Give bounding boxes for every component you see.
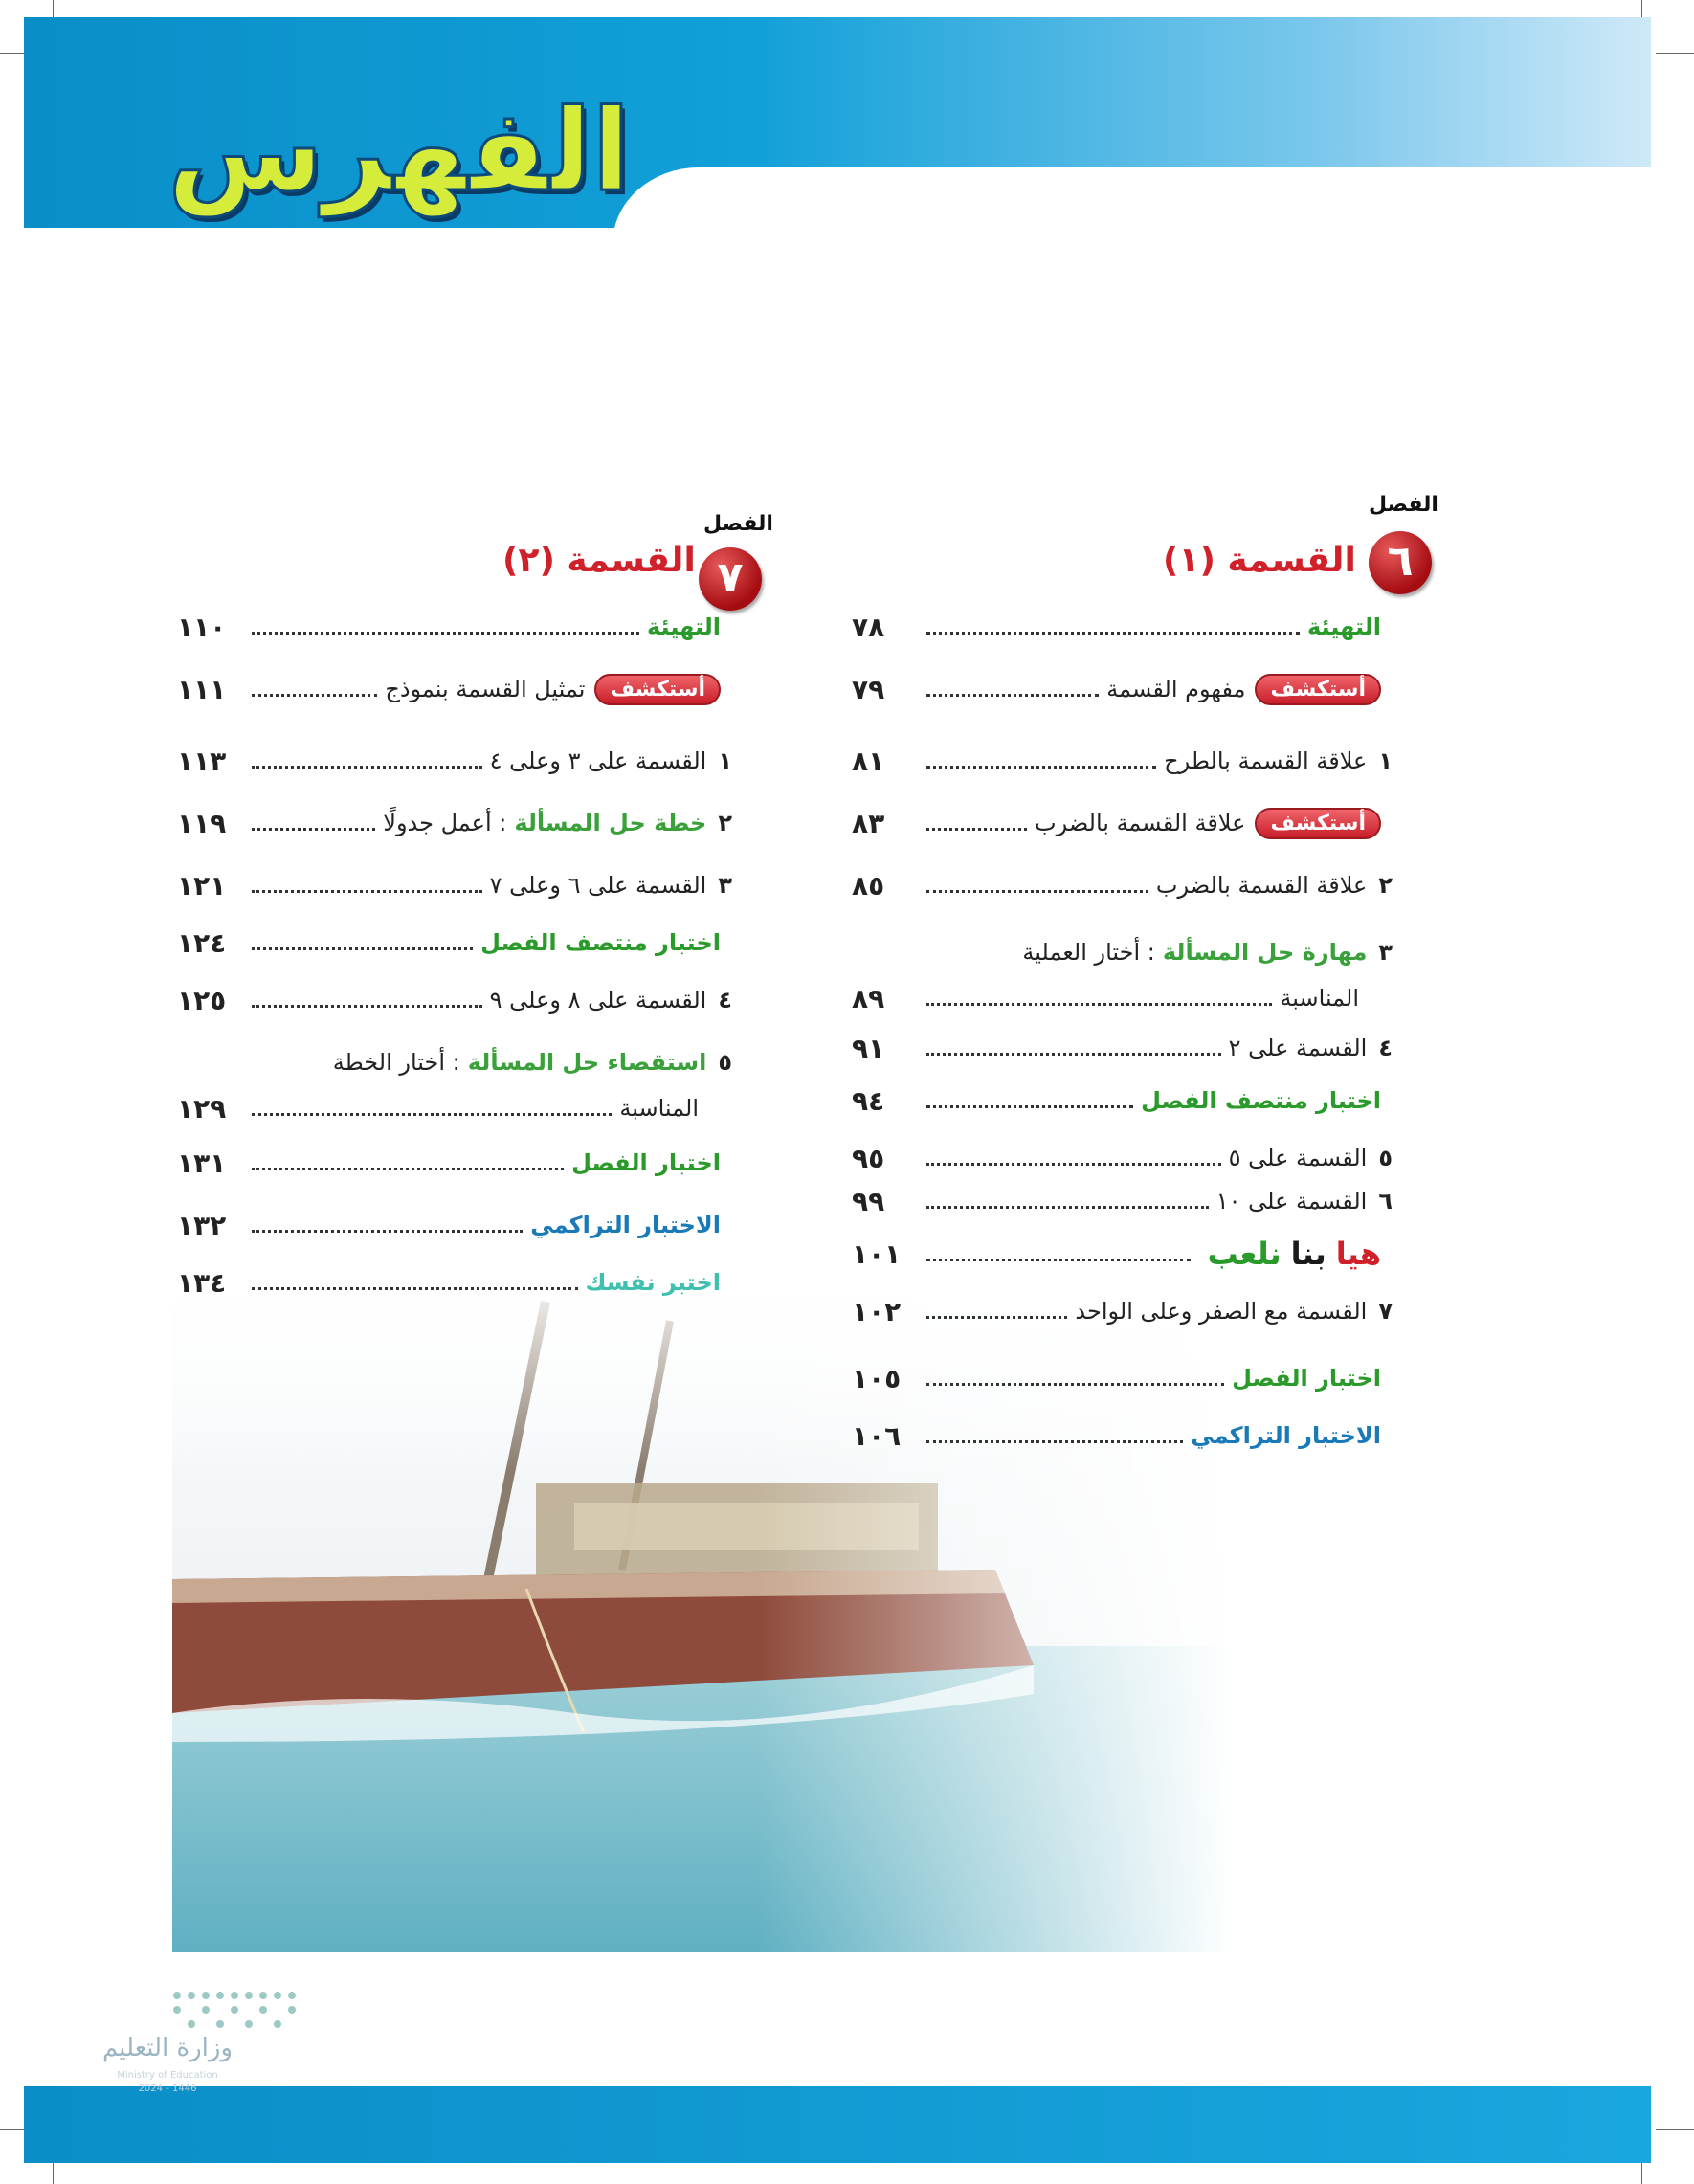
page-title: الفهرس xyxy=(167,84,631,216)
toc-row xyxy=(852,933,1393,971)
page-number: ١٠٢ xyxy=(852,1295,902,1327)
toc-entry-title: القسمة على ٥ xyxy=(1228,1145,1368,1171)
leader-dots xyxy=(252,936,473,950)
page-number: ٨١ xyxy=(852,745,885,777)
leader-dots xyxy=(926,1094,1133,1108)
toc-entry-title: : أختار العملية xyxy=(1022,939,1155,966)
lesson-number: ٤ xyxy=(718,987,732,1014)
chapter-7-number: ٧ xyxy=(699,547,762,611)
toc-entry-title: القسمة على ٢ xyxy=(1228,1035,1368,1061)
page-number: ٩٥ xyxy=(852,1142,885,1174)
toc-row xyxy=(177,1144,732,1182)
toc-entry-title: القسمة على ١٠ xyxy=(1215,1188,1368,1215)
problem-solving-label: خطة حل المسألة xyxy=(514,810,707,836)
toc-entry-title: علاقة القسمة بالطرح xyxy=(1164,747,1368,774)
leader-dots xyxy=(926,992,1272,1006)
lesson-number: ٧ xyxy=(1378,1298,1393,1325)
leader-dots xyxy=(926,1041,1221,1056)
lets-play-label: هيا xyxy=(1335,1236,1381,1272)
toc-row xyxy=(852,742,1393,780)
toc-row xyxy=(177,742,732,780)
page-number: ١٢٤ xyxy=(177,926,227,959)
page-number: ٧٩ xyxy=(852,673,885,705)
ministry-logo xyxy=(91,1986,311,2094)
toc-row xyxy=(852,866,1393,904)
toc-row-continuation xyxy=(177,1089,699,1127)
lesson-number: ١ xyxy=(718,747,732,774)
toc-entry-title: الاختبار التراكمي xyxy=(530,1212,721,1238)
toc-entry-title: : أختار الخطة xyxy=(332,1049,460,1076)
toc-row xyxy=(852,1292,1393,1330)
leader-dots xyxy=(926,682,1099,697)
page-number: ٨٩ xyxy=(852,982,885,1014)
toc-row-continuation xyxy=(852,979,1359,1017)
leader-dots xyxy=(926,879,1148,893)
leader-dots xyxy=(252,754,482,769)
toc-row xyxy=(852,1029,1393,1067)
leader-dots xyxy=(926,1371,1224,1386)
toc-row xyxy=(852,1081,1393,1120)
page-number: ٨٥ xyxy=(852,869,885,902)
page-number: ٩٤ xyxy=(852,1084,885,1117)
toc-entry-title: التهيئة xyxy=(646,613,721,640)
toc-entry-title: مفهوم القسمة xyxy=(1106,676,1246,702)
toc-entry-title: القسمة مع الصفر وعلى الواحد xyxy=(1075,1298,1368,1325)
toc-entry-title: القسمة على ٦ وعلى ٧ xyxy=(489,872,707,899)
page-number: ١٢٥ xyxy=(177,984,227,1016)
toc-row xyxy=(177,866,732,904)
page-number: ٩١ xyxy=(852,1032,885,1064)
toc-row xyxy=(852,1235,1393,1273)
leader-dots xyxy=(252,816,375,831)
chapter-6-number: ٦ xyxy=(1369,531,1432,594)
leader-dots xyxy=(252,1102,612,1116)
toc-row xyxy=(852,1359,1393,1397)
logo-dots-icon xyxy=(167,1986,311,2034)
leader-dots xyxy=(926,620,1300,635)
lesson-number: ٥ xyxy=(1378,1145,1393,1171)
page-number: ١٢٩ xyxy=(177,1092,227,1125)
leader-dots xyxy=(926,1429,1183,1443)
toc-entry-title: اختبار منتصف الفصل xyxy=(480,929,721,956)
lets-play-label: بنا xyxy=(1290,1236,1326,1272)
leader-dots xyxy=(926,1247,1191,1261)
toc-entry-title: اختبار الفصل xyxy=(1232,1365,1381,1392)
toc-entry-title: اختبار منتصف الفصل xyxy=(1141,1087,1381,1114)
lesson-number: ٢ xyxy=(718,810,732,836)
lesson-number: ٣ xyxy=(1378,939,1393,966)
toc-row xyxy=(852,804,1393,842)
logo-subtitle: Ministry of Education xyxy=(117,2070,218,2081)
explore-badge: أستكشف xyxy=(1255,674,1381,705)
toc-entry-title: علاقة القسمة بالضرب xyxy=(1034,810,1246,836)
logo-year: 2024 - 1446 xyxy=(138,2084,197,2094)
lesson-number: ٦ xyxy=(1378,1188,1393,1215)
header-curve xyxy=(613,167,1656,244)
toc-entry-title: الاختبار التراكمي xyxy=(1191,1422,1381,1449)
page-number: ١٣٤ xyxy=(177,1266,227,1299)
lesson-number: ٤ xyxy=(1378,1035,1393,1061)
crop-mark xyxy=(1656,53,1694,54)
chapter-7-title: القسمة (٢) xyxy=(502,541,696,580)
page-number: ٩٩ xyxy=(852,1185,885,1217)
page-number: ١٠١ xyxy=(852,1237,902,1270)
toc-row xyxy=(177,1043,732,1081)
page-number: ١٠٥ xyxy=(852,1362,902,1394)
page-number: ١١٣ xyxy=(177,745,227,777)
lesson-number: ٣ xyxy=(718,872,732,899)
toc-entry-title: : أعمل جدولًا xyxy=(383,810,507,836)
lesson-number: ٥ xyxy=(718,1049,732,1076)
lesson-number: ٢ xyxy=(1378,872,1393,899)
page-number: ١١٠ xyxy=(177,611,227,643)
problem-solving-label: مهارة حل المسألة xyxy=(1162,939,1368,966)
toc-row xyxy=(177,1263,732,1302)
leader-dots xyxy=(252,682,377,697)
toc-entry-title-line2: المناسبة xyxy=(619,1095,699,1122)
page-number: ٨٣ xyxy=(852,807,885,839)
toc-row xyxy=(177,924,732,962)
toc-row xyxy=(177,670,732,708)
toc-row xyxy=(852,1416,1393,1455)
page-number: ١٠٦ xyxy=(852,1419,902,1452)
leader-dots xyxy=(252,879,482,893)
page-number: ١٣١ xyxy=(177,1147,227,1179)
explore-badge: أستكشف xyxy=(594,674,721,705)
explore-badge: أستكشف xyxy=(1255,808,1381,839)
leader-dots xyxy=(926,1151,1221,1166)
leader-dots xyxy=(926,816,1027,831)
toc-entry-title: تمثيل القسمة بنموذج xyxy=(385,676,586,702)
toc-row xyxy=(852,608,1393,646)
lets-play-label: نلعب xyxy=(1207,1236,1282,1272)
leader-dots xyxy=(926,1304,1067,1319)
toc-entry-title: اختبر نفسك xyxy=(585,1269,721,1296)
toc-entry-title: علاقة القسمة بالضرب xyxy=(1155,872,1368,899)
crop-mark xyxy=(1656,2129,1694,2130)
lesson-number: ١ xyxy=(1378,747,1393,774)
problem-solving-label: استقصاء حل المسألة xyxy=(467,1049,707,1076)
toc-row xyxy=(177,608,732,646)
toc-entry-title-line2: المناسبة xyxy=(1280,985,1359,1012)
logo-text: وزارة التعليم xyxy=(101,2034,234,2062)
page-number: ١١١ xyxy=(177,673,227,705)
toc-entry-title: القسمة على ٨ وعلى ٩ xyxy=(489,987,707,1014)
leader-dots xyxy=(252,1156,564,1170)
chapter-6-label: الفصل xyxy=(1369,493,1438,517)
page-number: ١٢١ xyxy=(177,869,227,902)
page-number: ٧٨ xyxy=(852,611,885,643)
leader-dots xyxy=(252,993,482,1008)
toc-entry-title: القسمة على ٣ وعلى ٤ xyxy=(489,747,707,774)
toc-entry-title: التهيئة xyxy=(1306,613,1381,640)
page-number: ١١٩ xyxy=(177,807,227,839)
leader-dots xyxy=(252,620,639,635)
chapter-6-title: القسمة (١) xyxy=(1163,541,1356,580)
leader-dots xyxy=(252,1276,578,1290)
toc-row xyxy=(852,1182,1393,1220)
page-number: ١٣٢ xyxy=(177,1209,227,1241)
leader-dots xyxy=(926,1194,1209,1209)
leader-dots xyxy=(252,1218,523,1233)
toc-row xyxy=(177,981,732,1019)
toc-entry-title: اختبار الفصل xyxy=(571,1149,721,1176)
toc-row xyxy=(852,1139,1393,1177)
footer-band xyxy=(24,2086,1651,2163)
toc-row xyxy=(177,804,732,842)
toc-row xyxy=(852,670,1393,708)
leader-dots xyxy=(926,754,1156,769)
chapter-7-label: الفصل xyxy=(703,512,773,536)
toc-row xyxy=(177,1206,732,1244)
